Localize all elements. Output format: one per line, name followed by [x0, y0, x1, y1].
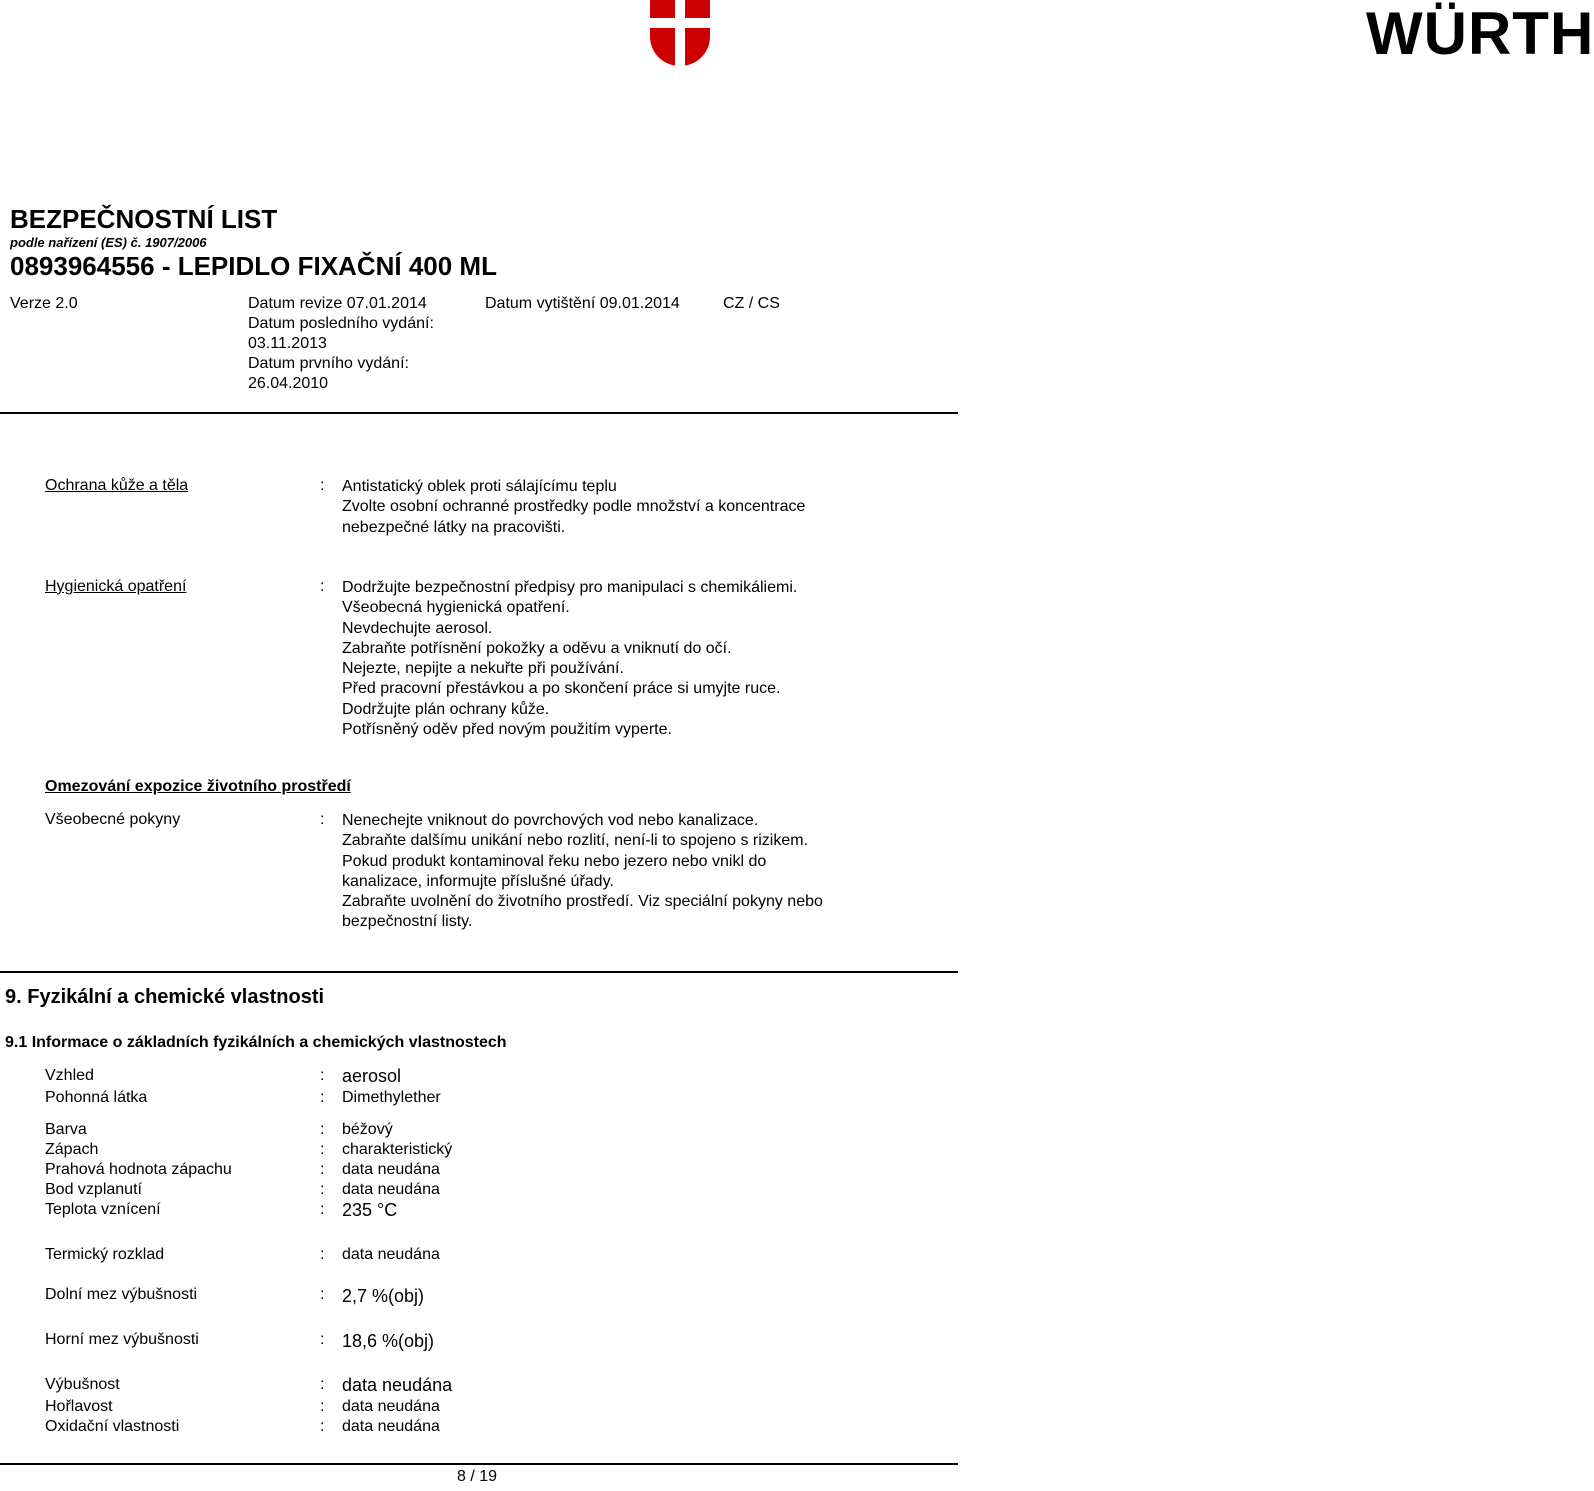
property-value: 235 °C [342, 1200, 398, 1220]
wurth-emblem-icon [648, 0, 718, 68]
property-label: Pohonná látka [45, 1089, 148, 1106]
text-line: Pokud produkt kontaminoval řeku nebo jezero nebo vnikl do [342, 852, 767, 870]
text-line: bezpečnostní listy. [342, 913, 473, 931]
skin-protection-text [342, 477, 805, 538]
property-value: data neudána [342, 1418, 440, 1435]
colon: : [320, 1331, 325, 1348]
product-title: 0893964556 - LEPIDLO FIXAČNÍ 400 ML [10, 251, 497, 281]
property-value: charakteristický [342, 1141, 453, 1158]
document-subtitle: podle nařízení (ES) č. 1907/2006 [10, 235, 207, 250]
property-value: Dimethylether [342, 1089, 441, 1106]
general-instructions-label: Všeobecné pokyny [45, 811, 181, 828]
page-number: 8 / 19 [457, 1468, 498, 1485]
environment-text [342, 811, 823, 933]
brand-name: WÜRTH [1366, 0, 1594, 67]
property-value: data neudána [342, 1246, 440, 1263]
colon: : [320, 1376, 325, 1393]
colon: : [320, 578, 325, 595]
colon: : [320, 1181, 325, 1198]
colon: : [320, 1418, 325, 1435]
colon: : [320, 1121, 325, 1138]
last-issue-label: Datum posledního vydání: [248, 315, 434, 332]
property-label: Výbušnost [45, 1376, 120, 1393]
text-line: Zabraňte dalšímu unikání nebo rozlití, není-li to spojeno s rizikem. [342, 832, 809, 850]
environment-heading: Omezování expozice životního prostředí [45, 778, 351, 795]
property-value: data neudána [342, 1375, 453, 1395]
revision-date: Datum revize 07.01.2014 [248, 295, 427, 312]
text-line: Potřísněný oděv před novým použitím vyperte. [342, 721, 672, 739]
property-label: Prahová hodnota zápachu [45, 1161, 232, 1178]
property-label: Barva [45, 1121, 87, 1138]
header-divider [0, 412, 958, 414]
text-line: Nejezte, nepijte a nekuřte při používání. [342, 660, 624, 678]
property-value: data neudána [342, 1181, 440, 1198]
version: Verze 2.0 [10, 295, 78, 312]
property-label: Vzhled [45, 1067, 94, 1084]
hygiene-label: Hygienická opatření [45, 578, 187, 595]
property-value: béžový [342, 1121, 393, 1138]
property-value: 18,6 %(obj) [342, 1331, 435, 1351]
colon: : [320, 1089, 325, 1106]
property-value: aerosol [342, 1066, 402, 1086]
text-line: Všeobecná hygienická opatření. [342, 599, 570, 617]
wurth-logo [648, 0, 1594, 68]
text-line: Antistatický oblek proti sálajícímu teplu [342, 478, 617, 495]
property-label: Horní mez výbušnosti [45, 1331, 199, 1348]
colon: : [320, 811, 325, 828]
section-divider [0, 971, 958, 973]
property-label: Termický rozklad [45, 1246, 165, 1263]
text-line: Dodržujte bezpečnostní předpisy pro manipulaci s chemikáliemi. [342, 579, 798, 596]
property-value: 2,7 %(obj) [342, 1286, 425, 1306]
colon: : [320, 1161, 325, 1178]
text-line: kanalizace, informujte příslušné úřady. [342, 872, 614, 890]
property-label: Hořlavost [45, 1398, 113, 1415]
footer-divider [0, 1463, 958, 1465]
property-label: Zápach [45, 1141, 99, 1158]
print-date: Datum vytištění 09.01.2014 [485, 295, 680, 312]
text-line: Zabraňte uvolnění do životního prostředí. Viz speciální pokyny nebo [342, 893, 823, 911]
text-line: Zvolte osobní ochranné prostředky podle množství a koncentrace [342, 498, 806, 516]
first-issue-date: 26.04.2010 [248, 375, 329, 392]
section-9-title: 9. Fyzikální a chemické vlastnosti [5, 986, 325, 1008]
colon: : [320, 1246, 325, 1263]
skin-protection-label: Ochrana kůže a těla [45, 477, 189, 494]
colon: : [320, 477, 325, 494]
colon: : [320, 1398, 325, 1415]
colon: : [320, 1201, 325, 1218]
text-line: Před pracovní přestávkou a po skončení práce si umyjte ruce. [342, 680, 781, 698]
text-line: Dodržujte plán ochrany kůže. [342, 700, 550, 718]
colon: : [320, 1067, 325, 1084]
property-label: Teplota vznícení [45, 1201, 161, 1218]
first-issue-label: Datum prvního vydání: [248, 355, 409, 372]
last-issue-date: 03.11.2013 [248, 335, 327, 352]
document-title: BEZPEČNOSTNÍ LIST [10, 204, 278, 234]
text-line: nebezpečné látky na pracovišti. [342, 518, 566, 536]
property-value: data neudána [342, 1161, 440, 1178]
locale: CZ / CS [723, 295, 780, 312]
colon: : [320, 1286, 325, 1303]
colon: : [320, 1141, 325, 1158]
hygiene-text [342, 578, 797, 740]
text-line: Nevdechujte aerosol. [342, 619, 493, 637]
text-line: Nenechejte vniknout do povrchových vod nebo kanalizace. [342, 812, 759, 829]
section-9-1-subtitle: 9.1 Informace o základních fyzikálních a chemických vlastnostech [5, 1034, 507, 1051]
property-label: Bod vzplanutí [45, 1181, 142, 1198]
text-line: Zabraňte potřísnění pokožky a oděvu a vniknutí do očí. [342, 639, 732, 657]
property-label: Dolní mez výbušnosti [45, 1286, 198, 1303]
property-value: data neudána [342, 1398, 440, 1415]
property-label: Oxidační vlastnosti [45, 1418, 180, 1435]
